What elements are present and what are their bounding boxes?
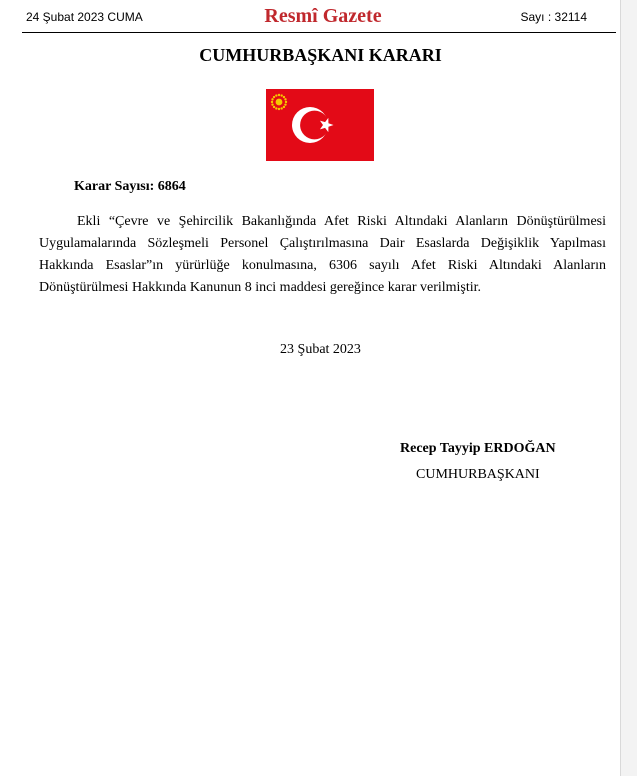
viewer-scrollbar-track[interactable] bbox=[621, 0, 637, 776]
decree-body-text: Ekli “Çevre ve Şehircilik Bakanlığında Afet Riski Altındaki Alanların Dönüştürülmesi Uygulamalarında Sözleşmeli Personel Çalıştırılmasına Dair Esaslarda Değişiklik Yapılması Hakkında Esaslar”ın yürürlüğe konulmasına, 6306 sayılı Afet Riski Altındaki Alanların Dönüştürülmesi Hakkında Kanunun 8 inci maddesi gereğince karar verilmiştir. bbox=[39, 214, 606, 295]
gazette-date: 24 Şubat 2023 CUMA bbox=[26, 10, 143, 24]
signatory-name bbox=[400, 441, 556, 457]
signatory-title: CUMHURBAŞKANI bbox=[416, 467, 540, 482]
gazette-title: Resmî Gazete bbox=[264, 5, 382, 27]
header-divider bbox=[22, 32, 616, 33]
gazette-issue-number: Sayı : 32114 bbox=[520, 10, 587, 24]
signatory-surname: ERDOĞAN bbox=[484, 441, 556, 456]
signatory-first-names: Recep Tayyip bbox=[400, 441, 485, 456]
decree-heading: CUMHURBAŞKANI KARARI bbox=[199, 45, 442, 65]
presidential-flag-image bbox=[266, 89, 374, 161]
decree-number: Karar Sayısı: 6864 bbox=[74, 179, 186, 194]
decree-date: 23 Şubat 2023 bbox=[280, 342, 361, 357]
